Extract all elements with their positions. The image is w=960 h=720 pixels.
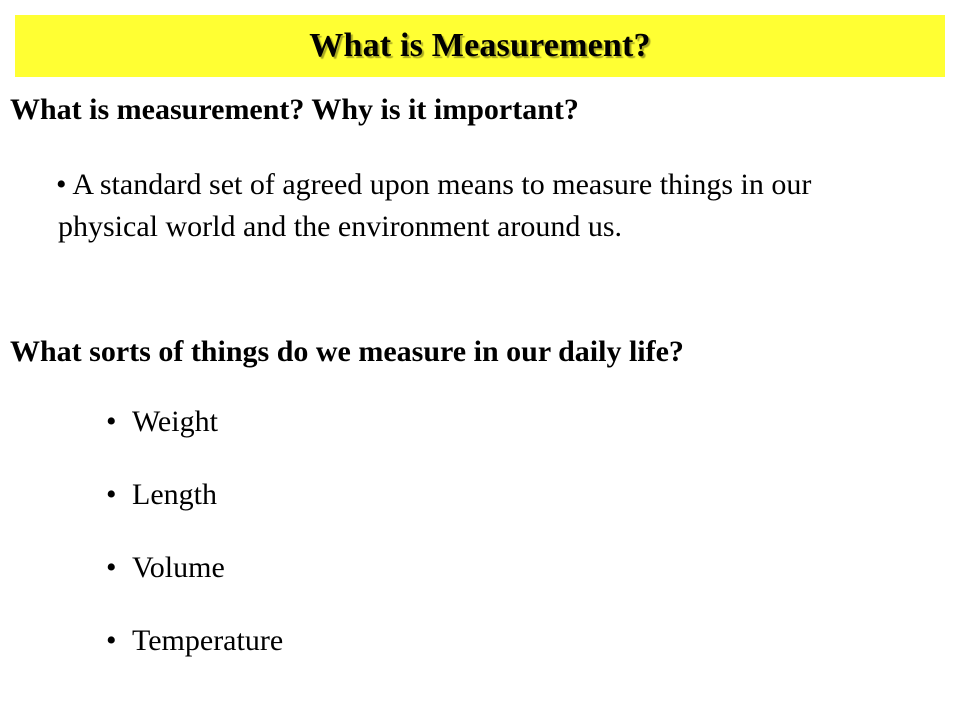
title-banner — [15, 15, 945, 77]
bullet-icon: • — [106, 624, 117, 657]
list-item-label: Weight — [132, 405, 218, 438]
bullet-icon: • — [106, 478, 117, 511]
list-item-temperature — [106, 623, 283, 659]
list-item-label: Volume — [132, 551, 225, 584]
question-heading-measurement: What is measurement? Why is it important? — [10, 93, 579, 126]
list-item-length — [106, 477, 283, 513]
list-item-label: Length — [132, 478, 217, 511]
bullet-icon: • — [56, 168, 67, 201]
bullet-icon: • — [106, 551, 117, 584]
measurement-list — [106, 404, 283, 696]
question-heading-daily-life: What sorts of things do we measure in our daily life? — [10, 335, 684, 368]
slide-title: What is Measurement? — [309, 27, 651, 64]
definition-text: A standard set of agreed upon means to measure things in our physical world and the environment around us. — [58, 168, 812, 243]
bullet-icon: • — [106, 405, 117, 438]
list-item-weight — [106, 404, 283, 440]
list-item-label: Temperature — [132, 624, 284, 657]
definition-bullet — [58, 164, 918, 248]
list-item-volume — [106, 550, 283, 586]
